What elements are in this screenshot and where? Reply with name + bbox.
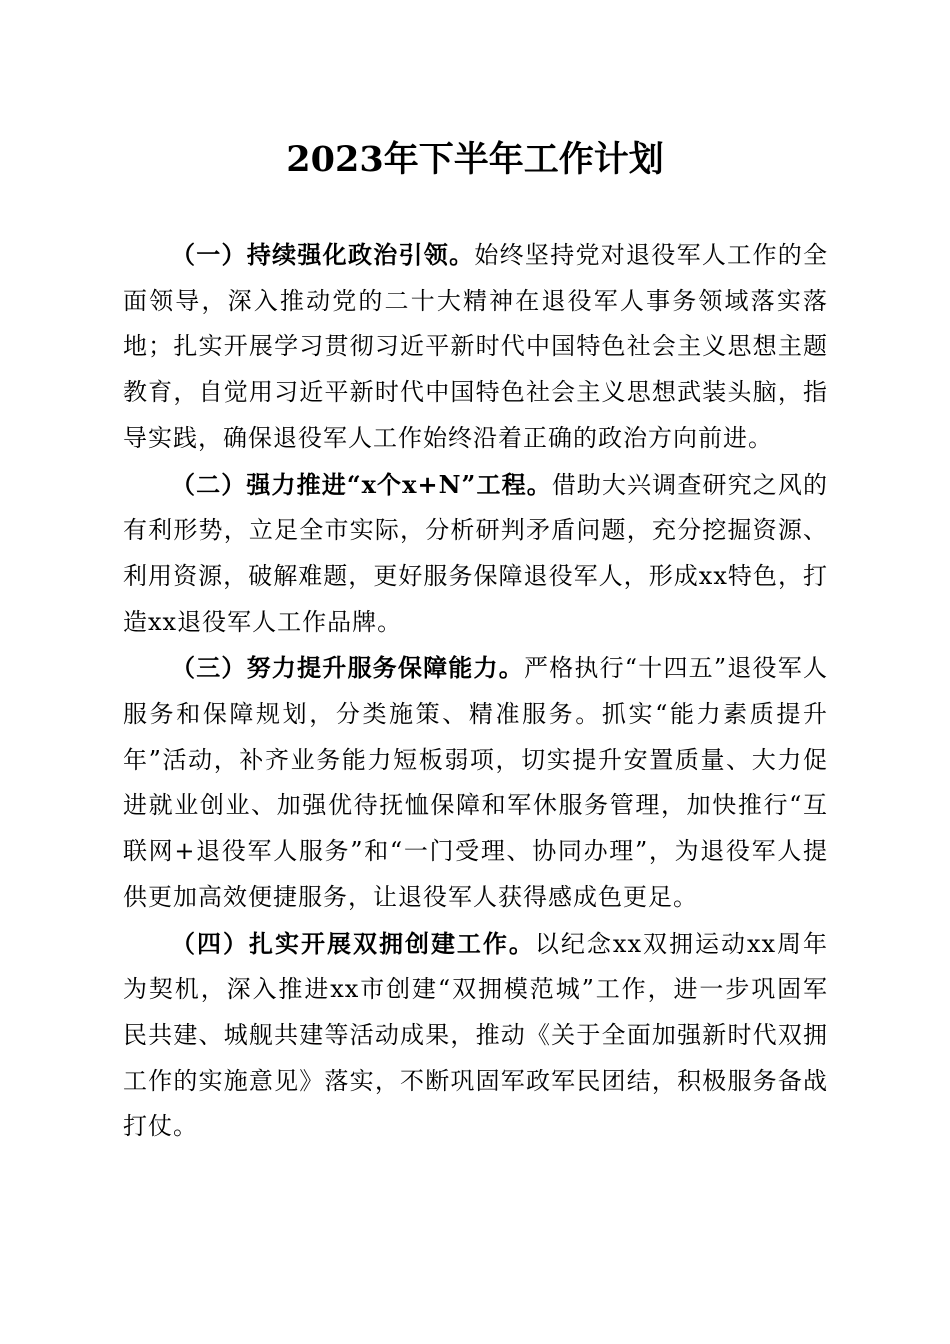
paragraph-4	[123, 921, 828, 1151]
paragraph-2-text: 借助大兴调查研究之风的有利形势，立足全市实际，分析研判矛盾问题，充分挖掘资源、利用资源，破解难题，更好服务保障退役军人，形成xx特色，打造xx退役军人工作品牌。	[123, 470, 828, 636]
document-body	[123, 232, 828, 1150]
paragraph-4-heading: （四）扎实开展双拥创建工作。	[171, 928, 535, 958]
paragraph-1-text: 始终坚持党对退役军人工作的全面领导，深入推动党的二十大精神在退役军人事务领域落实落地；扎实开展学习贯彻习近平新时代中国特色社会主义思想主题教育，自觉用习近平新时代中国特色社会主义思想武装头脑，指导实践，确保退役军人工作始终沿着正确的政治方向前进。	[123, 241, 828, 452]
paragraph-1-heading: （一）持续强化政治引领。	[171, 240, 475, 269]
paragraph-3-heading: （三）努力提升服务保障能力。	[171, 653, 524, 683]
paragraph-2-heading: （二）强力推进“x个x+N”工程。	[171, 469, 552, 499]
paragraph-2	[123, 462, 828, 646]
document-title: 2023年下半年工作计划	[286, 139, 664, 180]
paragraph-4-text: 以纪念xx双拥运动xx周年为契机，深入推进xx市创建“双拥模范城”工作，进一步巩固军民共建、城舰共建等活动成果，推动《关于全面加强新时代双拥工作的实施意见》落实，不断巩固军政军民团结，积极服务备战打仗。	[123, 929, 829, 1141]
paragraph-1	[123, 232, 828, 462]
paragraph-3-text: 严格执行“十四五”退役军人服务和保障规划，分类施策、精准服务。抓实“能力素质提升年”活动，补齐业务能力短板弱项，切实提升安置质量、大力促进就业创业、加强优待抚恤保障和军休服务管理，加快推行“互联网+退役军人服务”和“一门受理、协同办理”，为退役军人提供更加高效便捷服务，让退役军人获得感成色更足。	[123, 654, 828, 911]
paragraph-3	[123, 645, 828, 920]
